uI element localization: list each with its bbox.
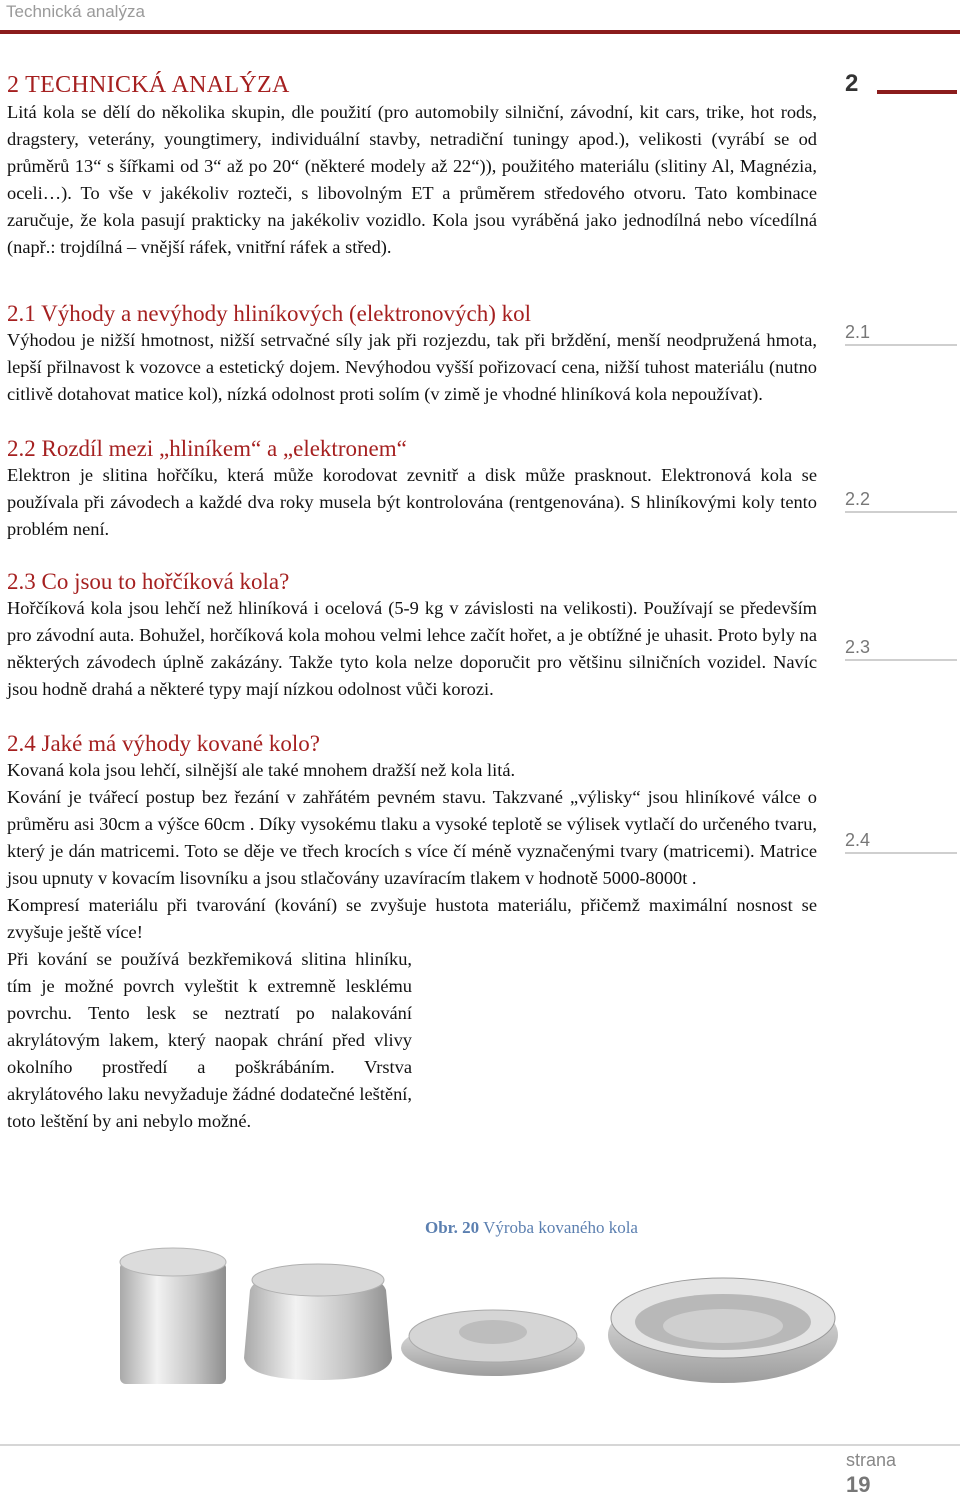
section-2-4 [7, 731, 817, 1135]
section-paragraph: Kování je tvářecí postup bez řezání v zahřátém pevném stavu. Takzvané „výlisky“ jsou hliníkové válce o průměru asi 30cm a výšce 60cm . Díky vysokému tlaku a vysoké teplotě se výlisek vytlačí do určeného tvaru, který je dán matricemi. Toto se děje ve třech krocích s více čí méně vyznačenými tvary (matricemi). Matrice jsou upnuty v kovacím lisovníku a jsou stlačovány uzavíracím tlakem v hodnotě 5000-8000t . [7, 787, 817, 888]
section-title: 2.3 Co jsou to hořčíková kola? [7, 569, 290, 594]
margin-section-number: 2.3 [845, 637, 871, 657]
page-number: 19 [846, 1472, 871, 1497]
chapter-intro-paragraph: Litá kola se dělí do několika skupin, dle použití (pro automobily silniční, závodní, kit cars, trike, hot rods, dragstery, veterány, youngtimery, individuální stavby, netradiční tuningy apod.), velikosti (vyrábí se od průměrů 13“ s šířkami od 3“ až po 20“ (některé modely až 22“)), použitého materiálu (slitiny Al, Magnézia, oceli…). To vše v jakékoliv rozteči, s libovolným ET a průměrem středového otvoru. Tato kombinace zaručuje, že kola pasují prakticky na jakékoliv vozidlo. Kola jsou vyráběná jako jednodílná nebo vícedílná (např.: trojdílná – vnější ráfek, vnitřní ráfek a střed). [7, 102, 817, 257]
margin-section-number: 2.4 [845, 830, 871, 850]
margin-section-2-3 [845, 637, 957, 658]
margin-section-rule [845, 344, 957, 346]
margin-section-rule [845, 659, 957, 661]
running-header: Technická analýza [6, 2, 145, 21]
forging-stages-photo [118, 1240, 840, 1390]
margin-section-2-4 [845, 830, 957, 851]
margin-chapter-number-text: 2 [845, 70, 859, 97]
section-paragraph: Hořčíková kola jsou lehčí než hliníková i ocelová (5-9 kg v závislosti na velikosti). Používají se především pro závodní auta. Bohužel, horčíková kola mohou velmi lehce začít hořet, a je obtížné je uhasit. Proto byly na některých závodech úplně zakázány. Takže tyto kola nelze doporučit pro většinu silničních vozidel. Navíc jsou hodně drahá a některé typy mají nízkou odolnost vůči korozi. [7, 598, 817, 699]
main-content [7, 72, 817, 1135]
page-label: strana [846, 1450, 897, 1470]
figure-caption [425, 1218, 638, 1238]
section-title: 2.1 Výhody a nevýhody hliníkových (elektronových) kol [7, 301, 532, 326]
section-paragraph: Elektron je slitina hořčíku, která může korodovat zevnitř a disk může prasknout. Elektronová kola se používala při závodech a každé dva roky musela být kontrolována (rentgenována). S hliníkovými koly tento problém není. [7, 465, 817, 539]
figure-caption-text: Výroba kovaného kola [479, 1218, 638, 1237]
margin-section-2-1 [845, 322, 957, 343]
margin-section-rule [845, 852, 957, 854]
margin-chapter-rule [877, 90, 957, 94]
margin-section-2-2 [845, 489, 957, 510]
figure-caption-label: Obr. 20 [425, 1218, 480, 1237]
margin-section-number: 2.1 [845, 322, 871, 342]
section-paragraph: Při kování se používá bezkřemiková slitina hliníku, tím je možné povrch vyleštit k extremně lesklému povrchu. Tento lesk se neztratí po nalakování akrylátovým lakem, který naopak chrání před vlivy okolního prostředí a poškrábáním. Vrstva akrylátového laku nevyžaduje žádné dodatečné leštění, toto leštění by ani nebylo možné. [7, 949, 412, 1131]
margin-section-rule [845, 511, 957, 513]
forged-preform [244, 1264, 392, 1380]
section-title: 2.4 Jaké má výhody kované kolo? [7, 731, 320, 756]
forged-rim [608, 1278, 838, 1383]
section-2-2 [7, 436, 817, 543]
chapter-title: 2 TECHNICKÁ ANALÝZA [7, 72, 290, 98]
margin-section-number: 2.2 [845, 489, 871, 509]
forging-stages-illustration [118, 1240, 840, 1390]
billet-cylinder [120, 1248, 226, 1384]
section-paragraph: Kovaná kola jsou lehčí, silnější ale také mnohem dražší než kola litá. [7, 760, 516, 780]
section-title: 2.2 Rozdíl mezi „hliníkem“ a „elektronem“ [7, 436, 407, 461]
section-paragraph: Výhodou je nižší hmotnost, nižší setrvačné síly jak při rozjezdu, tak při brždění, menší neodpružená hmota, lepší přilnavost k vozovce a estetický dojem. Nevýhodou vyšší pořizovací cena, nižší tuhost materiálu (nutno citlivě dotahovat matice kol), nízká odolnost proti solím (v zimě je vhodné hliníková kola nepoužívat). [7, 330, 817, 404]
header-rule [0, 30, 960, 34]
section-2-1 [7, 301, 817, 408]
footer-rule [0, 1444, 960, 1446]
section-2-3 [7, 569, 817, 703]
forged-disc [401, 1310, 585, 1376]
margin-chapter-number [845, 70, 957, 98]
section-paragraph: Kompresí materiálu při tvarování (kování) se zvyšuje hustota materiálu, přičemž maximální nosnost se zvyšuje ještě více! [7, 895, 817, 942]
